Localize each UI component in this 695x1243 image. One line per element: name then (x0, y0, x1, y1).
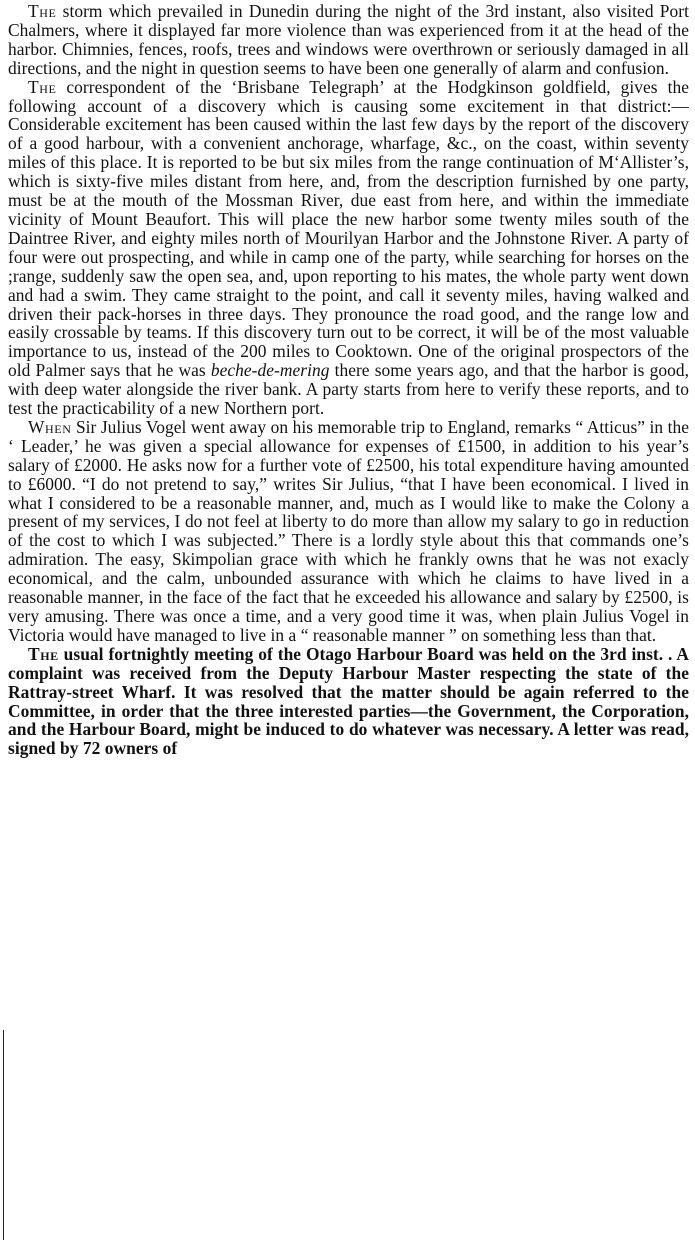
article-body-part-2: there some years ago, and that the harbor is good, with deep water alongside the river bank. A party starts from here to verify these reports, and to test the practicability of a new Northern port. (8, 360, 689, 419)
article-italic-term: beche-de-mering (210, 360, 330, 381)
article-storm-port-chalmers (8, 0, 689, 78)
article-body-part-1: correspondent of the ‘Brisbane Telegraph’ at the Hodgkinson goldfield, gives the following account of a discovery which is causing some excitement in that district:—Considerable excitement has been caused within the last few days by the report of the discovery of a good harbour, with a convenient anchorage, wharfage, &c., on the coast, within seventy miles of this place. It is reported to be but six miles from the range continuation of M‘Allister’s, which is sixty-five miles distant from here, and, from the description furnished by one party, must be at the mouth of the Mossman River, due east from here, and within the immediate vicinity of Mount Beaufort. This will place the new harbor some twenty miles south of the Daintree River, and eighty miles north of Mourilyan Harbor and the Johnstone River. A party of four were out prospecting, and while in camp one of the party, while searching for horses on the ;range, suddenly saw the open sea, and, upon reporting to his mates, the whole party went down and had a swim. They came straight to the point, and call it seventy miles, having walked and driven their pack-horses in three days. They pronounce the road good, and the range low and easily crossable by teams. If this discovery turn out to be correct, it will be of the most valuable importance to us, instead of the 200 miles to Cooktown. One of the original prospectors of the old Palmer says that he was (8, 76, 689, 381)
article-body: usual fortnightly meeting of the Otago Harbour Board was held on the 3rd inst. . A complaint was received from the Deputy Harbour Master respecting the state of the Rattray-street Wharf. It was resolved that the matter should be again referred to the Committee, in order that the three interested parties—the Government, the Corporation, and the Harbour Board, might be induced to do whatever was necessary. A letter was read, signed by 72 owners of (8, 643, 689, 759)
article-lead-word: The (28, 643, 59, 664)
column-rule (3, 1030, 4, 1240)
article-harbour-board (8, 645, 689, 758)
article-lead-word: The (28, 1, 57, 21)
article-lead-word: The (28, 76, 57, 97)
article-body: storm which prevailed in Dunedin during the night of the 3rd instant, also visited Port Chalmers, where it displayed far more violence than was experienced from it at the head of the harbor. Chimnies, fences, roofs, trees and windows were overthrown or seriously damaged in all directions, and the night in question seems to have been one generally of alarm and confusion. (8, 1, 689, 78)
article-julius-vogel (8, 418, 689, 645)
article-body: Sir Julius Vogel went away on his memorable trip to England, remarks “ Atticus” in the ‘ Leader,’ he was given a special allowance for expenses of £1500, in addition to his year’s salary of £2000. He asks now for a further vote of £2500, his total expenditure having amounted to £6000. “I do not pretend to say,” writes Sir Julius, “that I have been economical. I lived in what I considered to be a reasonable manner, and, much as I would like to make the Colony a present of my services, I do not feel at liberty to do more than allow my salary to go in reduction of the cost to which I was subjected.” There is a lordly style about this that commands one’s admiration. The easy, Skimpolian grace with which he frankly owns that he was not exacly economical, and the calm, unbounded assurance with which he claims to have lived in a reasonable manner, in the face of the fact that he exceeded his allowance and salary by £2500, is very amusing. There was once a time, and a very good time it was, when plain Julius Vogel in Victoria would have managed to live in a “ reasonable manner ” on something less than that. (8, 416, 689, 645)
article-hodgkinson-harbour (8, 78, 689, 418)
article-lead-word: When (28, 416, 72, 437)
